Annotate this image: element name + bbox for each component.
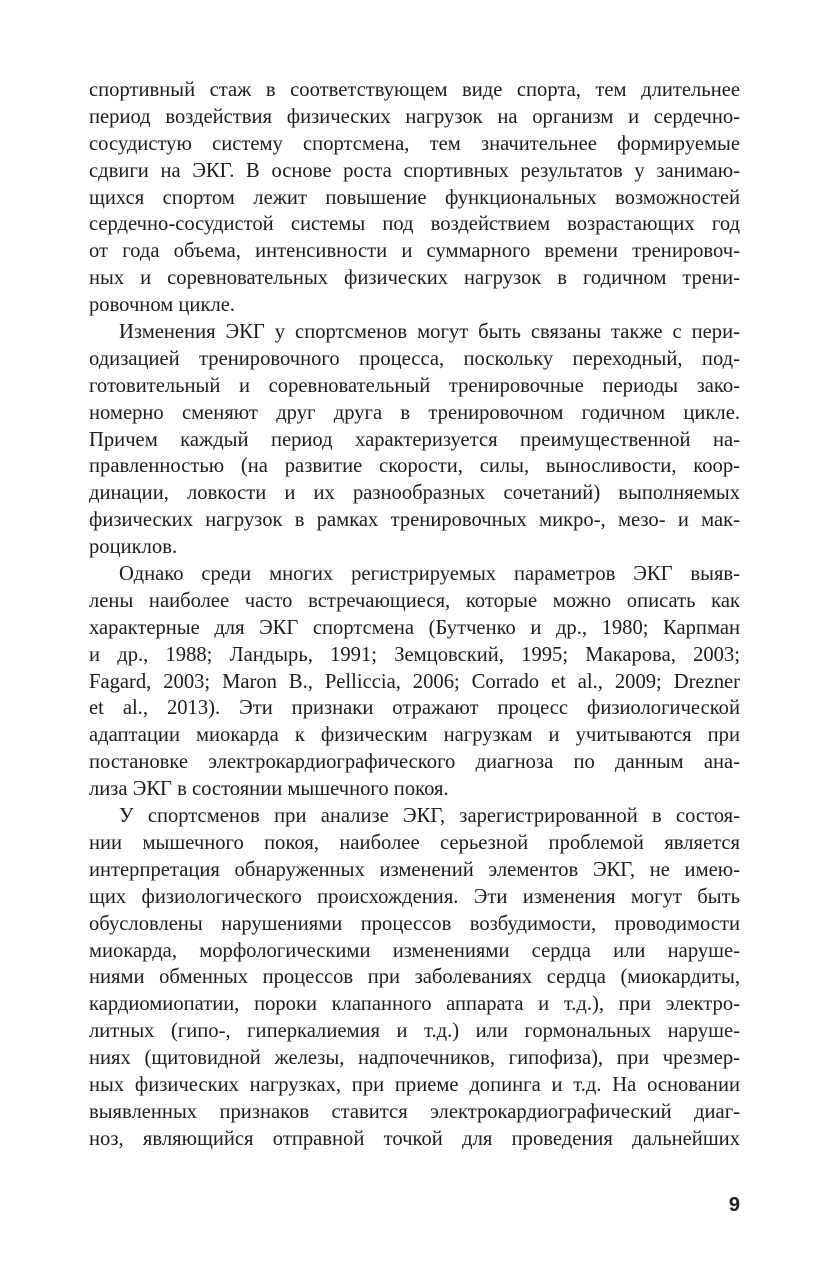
text-line: роциклов. (89, 536, 178, 559)
text-line: литных (гипо-, гиперкалиемия и т.д.) или гормональных наруше- (89, 1020, 740, 1043)
text-line: спортивный стаж в соответствующем виде спорта, тем длительнее (89, 79, 740, 101)
page-body-text (89, 77, 740, 1153)
text-line: Причем каждый период характеризуется преимущественной на- (89, 428, 740, 451)
text-line: правленностью (на развитие скорости, силы, выносливости, коор- (89, 455, 740, 478)
text-line: ноз, являющийся отправной точкой для проведения дальнейших (89, 1127, 740, 1150)
paragraph-3 (89, 561, 740, 803)
text-line: сдвиги на ЭКГ. В основе роста спортивных результатов у занимаю- (89, 159, 740, 182)
paragraph-1 (89, 77, 740, 319)
text-line: одизацией тренировочного процесса, поскольку переходный, под- (89, 347, 740, 370)
text-line: обусловлены нарушениями процессов возбудимости, проводимости (89, 912, 740, 935)
text-line: номерно сменяют друг друга в тренировочном годичном цикле. (89, 401, 740, 424)
text-line: лиза ЭКГ в состоянии мышечного покоя. (89, 778, 449, 801)
text-line: щих физиологического происхождения. Эти изменения могут быть (89, 885, 740, 908)
text-line: адаптации миокарда к физическим нагрузкам и учитываются при (89, 724, 740, 747)
text-line: и др., 1988; Ландырь, 1991; Земцовский, 1995; Макарова, 2003; (89, 643, 740, 666)
text-line: готовительный и соревновательный тренировочные периоды зако- (89, 374, 740, 397)
page-number: 9 (728, 1194, 740, 1216)
text-line: интерпретация обнаруженных изменений элементов ЭКГ, не имею- (89, 858, 740, 881)
text-line: лены наиболее часто встречающиеся, которые можно описать как (89, 589, 740, 612)
text-line: ных и соревновательных физических нагрузок в годичном трени- (89, 267, 740, 290)
text-line: от года объема, интенсивности и суммарного времени тренировоч- (89, 240, 740, 263)
text-line: выявленных признаков ставится электрокардиографический диаг- (89, 1100, 740, 1123)
text-line: характерные для ЭКГ спортсмена (Бутченко и др., 1980; Карпман (89, 616, 740, 639)
text-line: et al., 2013). Эти признаки отражают процесс физиологической (89, 697, 740, 720)
text-line: сосудистую систему спортсмена, тем значительнее формируемые (89, 132, 740, 155)
paragraph-2 (89, 319, 740, 561)
text-line: ровочном цикле. (89, 294, 236, 317)
text-line: миокарда, морфологическими изменениями сердца или наруше- (89, 939, 740, 962)
text-line: постановке электрокардиографического диагноза по данным ана- (89, 751, 740, 774)
text-line: Однако среди многих регистрируемых параметров ЭКГ выяв- (119, 563, 740, 586)
text-line: физических нагрузок в рамках тренировочных микро-, мезо- и мак- (89, 509, 740, 532)
text-line: Изменения ЭКГ у спортсменов могут быть связаны также с пери- (119, 321, 740, 344)
text-line: сердечно-сосудистой системы под воздействием возрастающих год (89, 213, 740, 236)
text-line: период воздействия физических нагрузок на организм и сердечно- (89, 105, 740, 128)
text-line: кардиомиопатии, пороки клапанного аппарата и т.д.), при электро- (89, 993, 740, 1016)
text-line: нии мышечного покоя, наиболее серьезной проблемой является (89, 831, 740, 854)
text-line: Fagard, 2003; Maron B., Pelliccia, 2006; Corrado et al., 2009; Drezner (89, 670, 740, 693)
text-line: ных физических нагрузках, при приеме допинга и т.д. На основании (89, 1073, 740, 1096)
paragraph-4 (89, 803, 740, 1153)
text-line: ниями обменных процессов при заболеваниях сердца (миокардиты, (89, 966, 740, 989)
text-line: У спортсменов при анализе ЭКГ, зарегистрированной в состоя- (119, 805, 740, 828)
text-line: щихся спортом лежит повышение функциональных возможностей (89, 186, 740, 209)
text-line: динации, ловкости и их разнообразных сочетаний) выполняемых (89, 482, 740, 505)
text-line: ниях (щитовидной железы, надпочечников, гипофиза), при чрезмер- (89, 1047, 740, 1070)
